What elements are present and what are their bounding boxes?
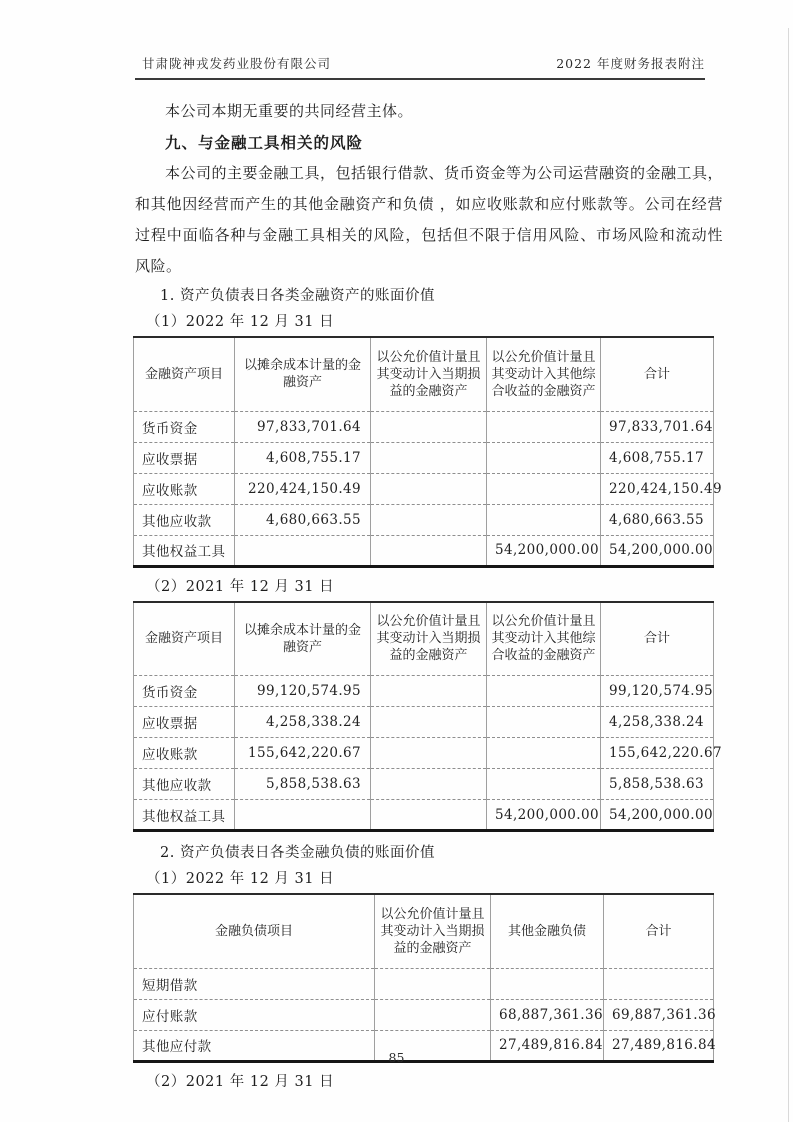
table-row <box>134 473 714 504</box>
report-title: 2022 年度财务报表附注 <box>556 56 705 71</box>
page-number: 85 <box>388 1050 405 1065</box>
cell-value: 27,489,816.84 <box>491 1030 604 1061</box>
table-row <box>134 504 714 535</box>
liabilities-table-2022 <box>133 893 714 1063</box>
row-label: 其他权益工具 <box>134 800 235 831</box>
table-row <box>134 999 714 1030</box>
column-header: 以公允价值计量且其变动计入当期损益的金融资产 <box>375 894 491 968</box>
cell-value <box>371 411 487 442</box>
assets-table-2022 <box>133 336 722 568</box>
cell-value <box>371 738 487 769</box>
column-header: 以摊余成本计量的金融资产 <box>235 337 371 411</box>
cell-value: 99,120,574.95 <box>235 676 371 707</box>
liabilities-2021-date-heading: （2）2021 年 12 月 31 日 <box>146 1073 335 1090</box>
column-header: 以公允价值计量且其变动计入当期损益的金融资产 <box>371 337 487 411</box>
cell-value <box>487 473 601 504</box>
row-label: 货币资金 <box>134 411 235 442</box>
cell-value <box>487 411 601 442</box>
cell-value: 54,200,000.00 <box>601 535 714 566</box>
table-header-row <box>134 602 714 676</box>
cell-value <box>491 968 604 999</box>
cell-value <box>371 442 487 473</box>
table-row <box>134 968 714 999</box>
cell-value: 5,858,538.63 <box>235 769 371 800</box>
cell-value: 4,608,755.17 <box>235 442 371 473</box>
column-header: 以公允价值计量且其变动计入其他综合收益的金融资产 <box>487 337 601 411</box>
cell-value <box>371 535 487 566</box>
table-row <box>134 769 714 800</box>
column-header: 以摊余成本计量的金融资产 <box>235 602 371 676</box>
intro-paragraph: 本公司本期无重要的共同经营主体。 <box>165 102 414 120</box>
cell-value: 155,642,220.67 <box>235 738 371 769</box>
cell-value: 27,489,816.84 <box>604 1030 714 1061</box>
row-label: 应收账款 <box>134 473 235 504</box>
cell-value <box>487 676 601 707</box>
cell-value <box>371 769 487 800</box>
column-header: 金融负债项目 <box>134 894 375 968</box>
cell-value: 5,858,538.63 <box>601 769 714 800</box>
cell-value: 220,424,150.49 <box>235 473 371 504</box>
cell-value <box>604 968 714 999</box>
cell-value: 97,833,701.64 <box>601 411 714 442</box>
row-label: 应收票据 <box>134 707 235 738</box>
cell-value: 4,258,338.24 <box>235 707 371 738</box>
table-header-row <box>134 337 714 411</box>
cell-value <box>235 535 371 566</box>
cell-value <box>371 473 487 504</box>
cell-value: 155,642,220.67 <box>601 738 714 769</box>
table-row <box>134 800 714 831</box>
cell-value <box>487 738 601 769</box>
liabilities-2022-date-heading: （1）2022 年 12 月 31 日 <box>146 871 335 887</box>
row-label: 其他权益工具 <box>134 535 235 566</box>
row-label: 应付账款 <box>134 999 375 1030</box>
column-header: 合计 <box>601 337 714 411</box>
cell-value: 69,887,361.36 <box>604 999 714 1030</box>
cell-value: 68,887,361.36 <box>491 999 604 1030</box>
table-header-row <box>134 894 714 968</box>
row-label: 短期借款 <box>134 968 375 999</box>
risk-description-paragraph: 本公司的主要金融工具，包括银行借款、货币资金等为公司运营融资的金融工具，和其他因经营而产生的其他金融资产和负债 ，如应收账款和应付账款等。公司在经营过程中面临各种与金融工具相关的风险，包括但不限于信用风险、市场风险和流动性风险。 <box>135 164 724 275</box>
cell-value: 220,424,150.49 <box>601 473 714 504</box>
cell-value <box>487 769 601 800</box>
page-content <box>0 96 793 1095</box>
cell-value: 4,258,338.24 <box>601 707 714 738</box>
cell-value <box>375 968 491 999</box>
assets-2021-date-heading: （2）2021 年 12 月 31 日 <box>146 578 335 595</box>
row-label: 应收账款 <box>134 738 235 769</box>
column-header: 以公允价值计量且其变动计入当期损益的金融资产 <box>371 602 487 676</box>
cell-value: 97,833,701.64 <box>235 411 371 442</box>
table-row <box>134 535 714 566</box>
cell-value <box>487 707 601 738</box>
row-label: 应收票据 <box>134 442 235 473</box>
row-label: 其他应收款 <box>134 504 235 535</box>
row-label: 其他应收款 <box>134 769 235 800</box>
assets-table-2021 <box>133 601 722 833</box>
cell-value <box>371 676 487 707</box>
cell-value <box>487 442 601 473</box>
cell-value <box>235 800 371 831</box>
cell-value <box>371 800 487 831</box>
row-label: 其他应付款 <box>134 1030 375 1061</box>
row-label: 货币资金 <box>134 676 235 707</box>
cell-value <box>371 504 487 535</box>
section-9-heading: 九、与金融工具相关的风险 <box>165 133 364 152</box>
cell-value: 54,200,000.00 <box>487 800 601 831</box>
column-header: 合计 <box>601 602 714 676</box>
table-row <box>134 676 714 707</box>
cell-value <box>371 707 487 738</box>
subsection-1-heading: 1. 资产负债表日各类金融资产的账面价值 <box>160 288 435 304</box>
cell-value: 4,608,755.17 <box>601 442 714 473</box>
column-header: 金融资产项目 <box>134 337 235 411</box>
subsection-2-heading: 2. 资产负债表日各类金融负债的账面价值 <box>160 845 435 861</box>
column-header: 其他金融负债 <box>491 894 604 968</box>
table-row <box>134 707 714 738</box>
column-header: 以公允价值计量且其变动计入其他综合收益的金融资产 <box>487 602 601 676</box>
table-row <box>134 442 714 473</box>
column-header: 金融资产项目 <box>134 602 235 676</box>
table-row <box>134 738 714 769</box>
cell-value: 4,680,663.55 <box>235 504 371 535</box>
cell-value: 99,120,574.95 <box>601 676 714 707</box>
cell-value: 4,680,663.55 <box>601 504 714 535</box>
assets-2022-date-heading: （1）2022 年 12 月 31 日 <box>146 314 335 330</box>
column-header: 合计 <box>604 894 714 968</box>
document-header <box>135 54 705 80</box>
company-name: 甘肃陇神戎发药业股份有限公司 <box>142 56 332 71</box>
cell-value: 54,200,000.00 <box>601 800 714 831</box>
cell-value <box>487 504 601 535</box>
table-row <box>134 411 714 442</box>
cell-value <box>375 999 491 1030</box>
cell-value: 54,200,000.00 <box>487 535 601 566</box>
